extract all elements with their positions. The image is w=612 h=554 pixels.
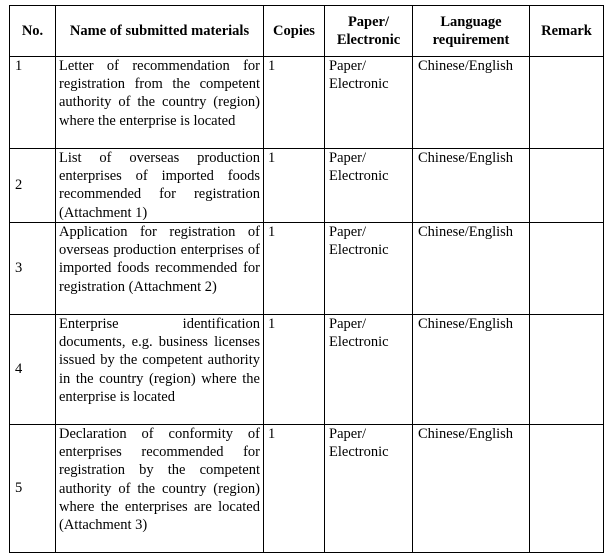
language-cell: Chinese/English <box>413 149 530 223</box>
copies-cell: 1 <box>264 223 325 315</box>
copies-cell: 1 <box>264 425 325 553</box>
row-number: 4 <box>10 315 56 425</box>
language-cell: Chinese/English <box>413 425 530 553</box>
header-name: Name of submitted materials <box>56 6 264 57</box>
format-cell: Paper/ Electronic <box>325 223 413 315</box>
language-cell: Chinese/English <box>413 315 530 425</box>
header-remark: Remark <box>530 6 604 57</box>
header-paper-electronic: Paper/ Electronic <box>325 6 413 57</box>
remark-cell <box>530 425 604 553</box>
table-row <box>10 149 604 223</box>
format-cell: Paper/ Electronic <box>325 57 413 149</box>
header-row <box>10 6 604 57</box>
copies-cell: 1 <box>264 57 325 149</box>
header-no: No. <box>10 6 56 57</box>
material-name: Application for registration of overseas production enterprises of imported foods recommended for registration (Attachment 2) <box>56 223 264 315</box>
table-row <box>10 57 604 149</box>
header-language: Language requirement <box>413 6 530 57</box>
language-cell: Chinese/English <box>413 223 530 315</box>
material-name: Declaration of conformity of enterprises recommended for registration by the competent authority of the country (region) where the enterprises are located (Attachment 3) <box>56 425 264 553</box>
copies-cell: 1 <box>264 315 325 425</box>
format-cell: Paper/ Electronic <box>325 315 413 425</box>
material-name: Enterprise identification documents, e.g. business licenses issued by the competent authority in the country (region) where the enterprise is located <box>56 315 264 425</box>
remark-cell <box>530 149 604 223</box>
row-number: 3 <box>10 223 56 315</box>
header-copies: Copies <box>264 6 325 57</box>
copies-cell: 1 <box>264 149 325 223</box>
remark-cell <box>530 315 604 425</box>
table-row <box>10 315 604 425</box>
row-number: 5 <box>10 425 56 553</box>
row-number: 2 <box>10 149 56 223</box>
submitted-materials-table <box>9 5 604 553</box>
format-cell: Paper/ Electronic <box>325 425 413 553</box>
remark-cell <box>530 223 604 315</box>
format-cell: Paper/ Electronic <box>325 149 413 223</box>
material-name: Letter of recommendation for registration from the competent authority of the country (region) where the enterprise is located <box>56 57 264 149</box>
language-cell: Chinese/English <box>413 57 530 149</box>
material-name: List of overseas production enterprises of imported foods recommended for registration (Attachment 1) <box>56 149 264 223</box>
remark-cell <box>530 57 604 149</box>
table-row <box>10 223 604 315</box>
table-row <box>10 425 604 553</box>
row-number: 1 <box>10 57 56 149</box>
